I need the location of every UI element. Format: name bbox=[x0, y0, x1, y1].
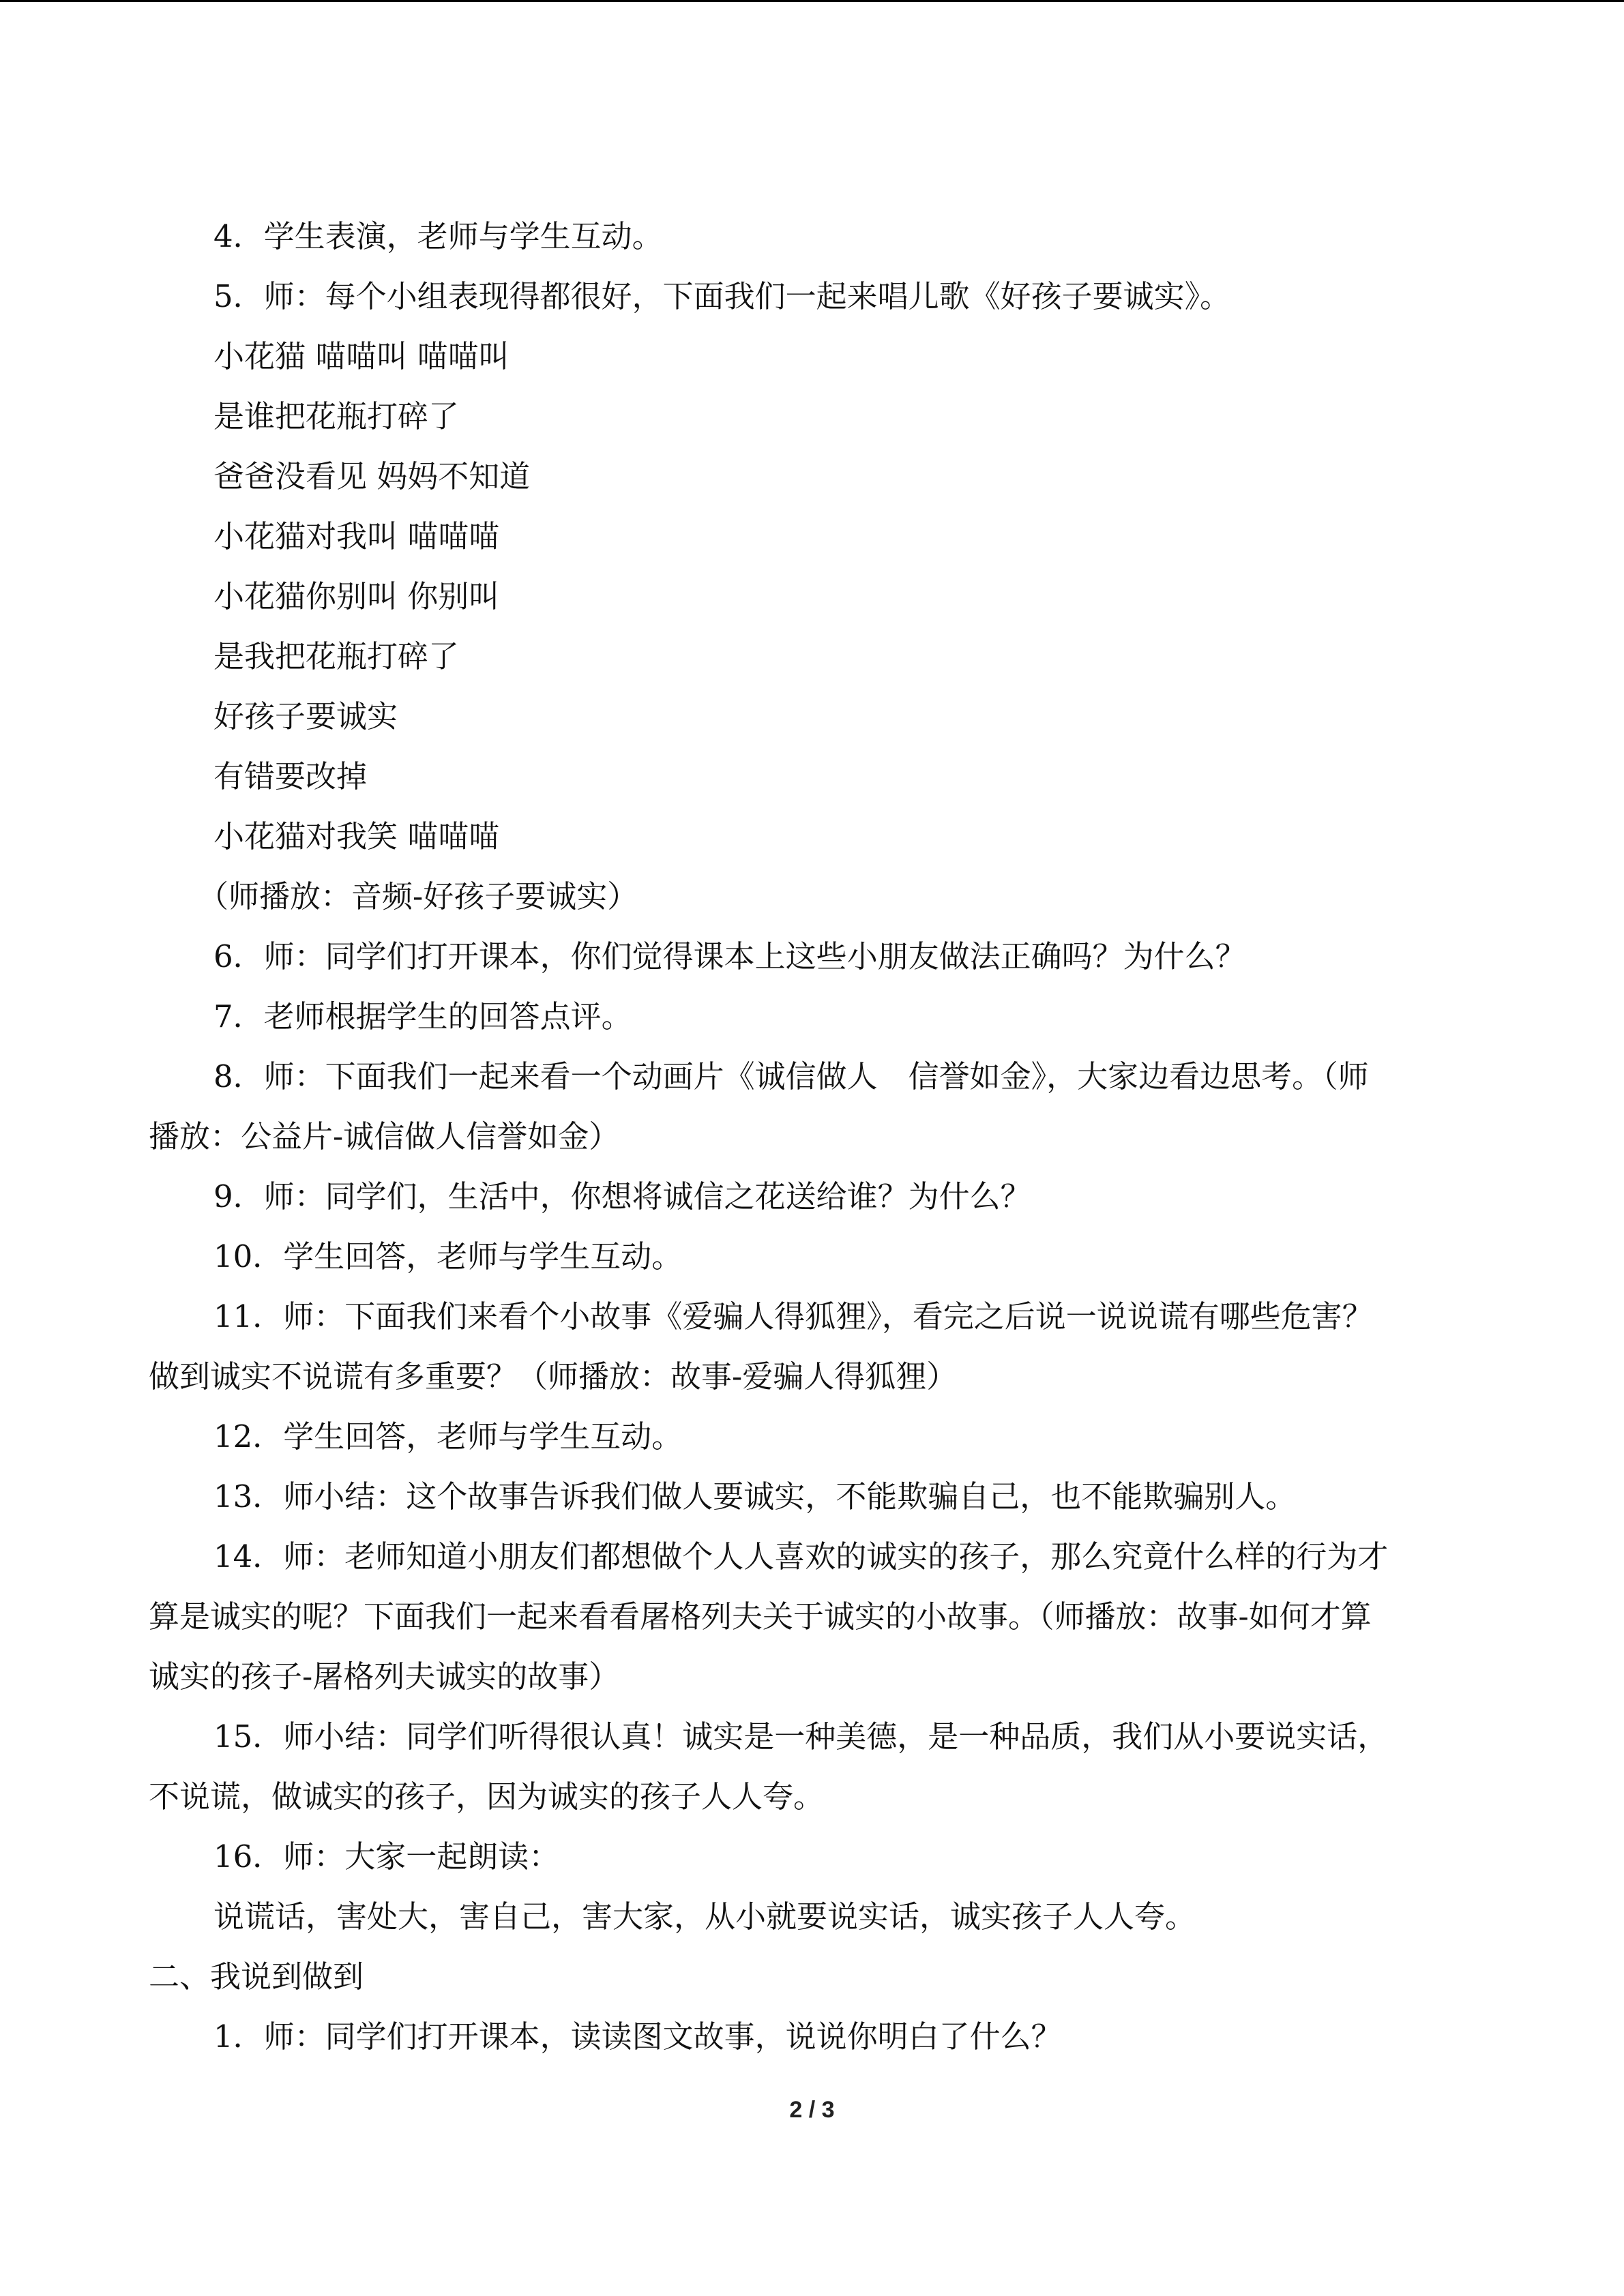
paragraph-line: 10．学生回答，老师与学生互动。 bbox=[213, 1238, 683, 1274]
paragraph-line: 做到诚实不说谎有多重要？（师播放：故事-爱骗人得狐狸） bbox=[149, 1358, 958, 1395]
paragraph-line: 1．师：同学们打开课本，读读图文故事，说说你明白了什么？ bbox=[213, 2018, 1062, 2055]
paragraph-line: 7．老师根据学生的回答点评。 bbox=[213, 998, 632, 1034]
paragraph-line: （师播放：音频-好孩子要诚实） bbox=[198, 878, 638, 914]
song-line: 小花猫对我笑 喵喵喵 bbox=[213, 818, 500, 854]
paragraph-line: 8．师：下面我们一起来看一个动画片《诚信做人 信誉如金》，大家边看边思考。（师 bbox=[213, 1058, 1369, 1094]
paragraph-line: 5．师：每个小组表现得都很好，下面我们一起来唱儿歌《好孩子要诚实》。 bbox=[213, 278, 1231, 314]
page-number: 2 / 3 bbox=[789, 2097, 835, 2123]
paragraph-line: 诚实的孩子-屠格列夫诚实的故事） bbox=[149, 1658, 620, 1695]
section-heading: 二、我说到做到 bbox=[149, 1958, 364, 1995]
song-line: 有错要改掉 bbox=[213, 758, 368, 794]
paragraph-line: 13．师小结：这个故事告诉我们做人要诚实，不能欺骗自己，也不能欺骗别人。 bbox=[213, 1478, 1297, 1515]
paragraph-line: 4．学生表演，老师与学生互动。 bbox=[213, 218, 663, 254]
paragraph-line: 15．师小结：同学们听得很认真！诚实是一种美德，是一种品质，我们从小要说实话， bbox=[213, 1718, 1389, 1755]
song-line: 是谁把花瓶打碎了 bbox=[213, 398, 460, 434]
paragraph-line: 9．师：同学们，生活中，你想将诚信之花送给谁？为什么？ bbox=[213, 1178, 1031, 1214]
paragraph-line: 11．师：下面我们来看个小故事《爱骗人得狐狸》，看完之后说一说说谎有哪些危害？ bbox=[213, 1298, 1373, 1335]
paragraph-line: 算是诚实的呢？下面我们一起来看看屠格列夫关于诚实的小故事。（师播放：故事-如何才算 bbox=[149, 1598, 1372, 1635]
paragraph-line: 16．师：大家一起朗读： bbox=[213, 1838, 560, 1875]
paragraph-line: 不说谎，做诚实的孩子，因为诚实的孩子人人夸。 bbox=[149, 1778, 825, 1815]
paragraph-line: 14．师：老师知道小朋友们都想做个人人喜欢的诚实的孩子，那么究竟什么样的行为才 bbox=[213, 1538, 1389, 1575]
song-line: 爸爸没看见 妈妈不知道 bbox=[213, 458, 531, 494]
song-line: 小花猫对我叫 喵喵喵 bbox=[213, 518, 500, 554]
song-line: 好孩子要诚实 bbox=[213, 698, 398, 734]
paragraph-line: 播放：公益片-诚信做人信誉如金） bbox=[149, 1118, 620, 1154]
paragraph-line: 12．学生回答，老师与学生互动。 bbox=[213, 1418, 683, 1455]
paragraph-line: 6．师：同学们打开课本，你们觉得课本上这些小朋友做法正确吗？为什么？ bbox=[213, 938, 1246, 974]
paragraph-line: 说谎话，害处大，害自己，害大家，从小就要说实话，诚实孩子人人夸。 bbox=[213, 1898, 1196, 1935]
song-line: 小花猫你别叫 你别叫 bbox=[213, 578, 500, 614]
song-line: 小花猫 喵喵叫 喵喵叫 bbox=[213, 338, 510, 374]
song-line: 是我把花瓶打碎了 bbox=[213, 638, 460, 674]
